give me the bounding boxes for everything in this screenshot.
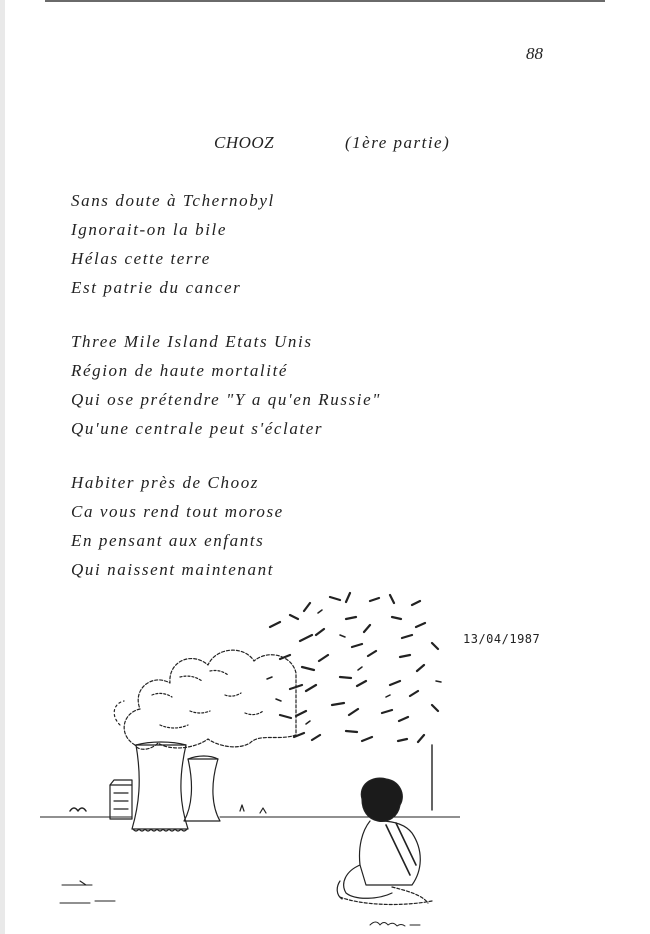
smoke-cloud-icon bbox=[114, 650, 296, 749]
stanza-3 bbox=[71, 468, 491, 584]
poem-date: 13/04/1987 bbox=[463, 632, 541, 646]
poem-title: CHOOZ bbox=[214, 133, 275, 152]
grass-strokes bbox=[60, 881, 115, 903]
poem-body bbox=[71, 186, 491, 609]
verse: Qui ose prétendre "Y a qu'en Russie" bbox=[71, 390, 382, 409]
verse: Three Mile Island Etats Unis bbox=[71, 332, 313, 351]
verse: Région de haute mortalité bbox=[71, 361, 289, 380]
stanza-1 bbox=[71, 186, 491, 302]
verse: Ignorait-on la bile bbox=[71, 220, 227, 239]
verse: Sans doute à Tchernobyl bbox=[71, 191, 275, 210]
artist-signature-icon bbox=[370, 922, 420, 926]
verse: Qui naissent maintenant bbox=[71, 560, 275, 579]
stanza-2 bbox=[71, 327, 491, 443]
child-figure-icon bbox=[337, 778, 432, 904]
illustration bbox=[40, 585, 460, 930]
verse: Hélas cette terre bbox=[71, 249, 211, 268]
page-number: 88 bbox=[526, 44, 543, 63]
cooling-tower-icon bbox=[132, 742, 220, 831]
title-row bbox=[0, 133, 650, 157]
verse: En pensant aux enfants bbox=[71, 531, 265, 550]
top-rule bbox=[45, 0, 605, 2]
distant-bush bbox=[70, 808, 86, 811]
tree-icon bbox=[267, 593, 441, 810]
verse: Habiter près de Chooz bbox=[71, 473, 260, 492]
verse: Ca vous rend tout morose bbox=[71, 502, 284, 521]
plant-building-icon bbox=[110, 780, 132, 819]
verse: Est patrie du cancer bbox=[71, 278, 242, 297]
verse: Qu'une centrale peut s'éclater bbox=[71, 419, 324, 438]
poem-subtitle: (1ère partie) bbox=[345, 133, 451, 152]
